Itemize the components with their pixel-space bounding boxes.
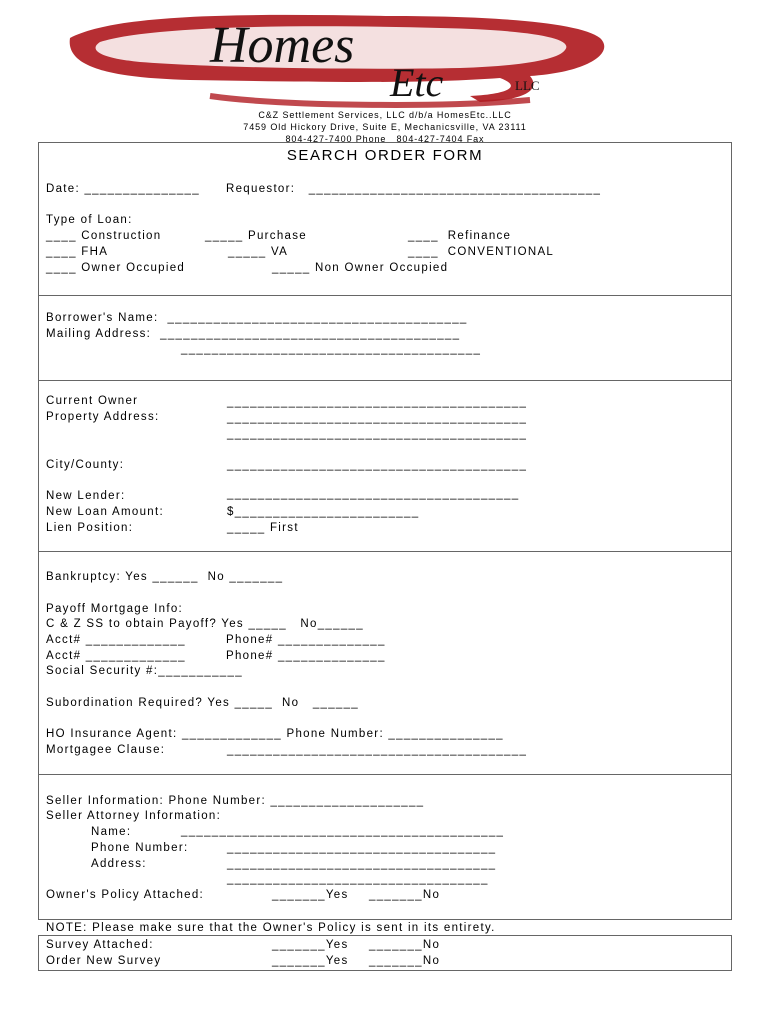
non-owner-occupied-option[interactable]: _____ Non Owner Occupied	[272, 262, 449, 274]
attorney-phone-label: Phone Number:	[91, 842, 189, 854]
new-loan-amount-line[interactable]: $________________________	[227, 506, 420, 518]
conventional-option[interactable]: ____ CONVENTIONAL	[408, 246, 555, 258]
survey-attached-label: Survey Attached:	[46, 939, 154, 951]
city-county-label: City/County:	[46, 459, 125, 471]
logo-sub-text: Etc	[390, 60, 444, 105]
mortgagee-clause-label: Mortgagee Clause:	[46, 744, 166, 756]
ho-insurance-field[interactable]: HO Insurance Agent: _____________ Phone Number: _______________	[46, 728, 504, 740]
purchase-option[interactable]: _____ Purchase	[205, 230, 307, 242]
subordination-field[interactable]: Subordination Required? Yes _____ No ______	[46, 697, 360, 709]
acct-field-2[interactable]: Acct# _____________	[46, 650, 186, 662]
requestor-field[interactable]: Requestor: ______________________________________	[226, 183, 602, 195]
city-county-line[interactable]: _______________________________________	[227, 459, 528, 471]
cz-ss-payoff-field[interactable]: C & Z SS to obtain Payoff? Yes _____ No______	[46, 618, 364, 630]
note-text: NOTE: Please make sure that the Owner's Policy is sent in its entirety.	[46, 922, 496, 934]
new-lender-label: New Lender:	[46, 490, 126, 502]
homesetc-logo	[60, 10, 620, 110]
company-line: C&Z Settlement Services, LLC d/b/a HomesEtc..LLC	[258, 110, 512, 120]
new-lender-line[interactable]: ______________________________________	[227, 488, 520, 500]
form-title: SEARCH ORDER FORM	[286, 147, 484, 164]
survey-attached-no[interactable]: _______No	[369, 939, 441, 951]
mailing-address-line-2[interactable]: _______________________________________	[181, 343, 482, 355]
mailing-address-field[interactable]: Mailing Address: _______________________________________	[46, 328, 461, 340]
order-new-survey-label: Order New Survey	[46, 955, 162, 967]
address-line: 7459 Old Hickory Drive, Suite E, Mechanicsville, VA 23111	[243, 122, 527, 132]
property-address-line-1[interactable]: _______________________________________	[227, 396, 528, 408]
property-address-line-3[interactable]: _______________________________________	[227, 428, 528, 440]
attorney-address-label: Address:	[91, 858, 147, 870]
order-new-survey-yes[interactable]: _______Yes	[272, 955, 349, 967]
logo-main-text: Homes	[210, 17, 355, 74]
phone-field-2[interactable]: Phone# ______________	[226, 650, 386, 662]
seller-attorney-label: Seller Attorney Information:	[46, 810, 222, 822]
logo-suffix-text: LLC	[515, 78, 540, 93]
date-field[interactable]: Date: _______________	[46, 183, 200, 195]
section-payoff-box	[38, 551, 732, 775]
type-of-loan-label: Type of Loan:	[46, 214, 133, 226]
bankruptcy-field[interactable]: Bankruptcy: Yes ______ No _______	[46, 571, 284, 583]
payoff-info-label: Payoff Mortgage Info:	[46, 603, 184, 615]
seller-info-field[interactable]: Seller Information: Phone Number: ____________________	[46, 795, 425, 807]
survey-attached-yes[interactable]: _______Yes	[272, 939, 349, 951]
lien-position-line[interactable]: _____ First	[227, 522, 299, 534]
va-option[interactable]: _____ VA	[228, 246, 289, 258]
attorney-address-line-1[interactable]: ___________________________________	[227, 858, 497, 870]
refinance-option[interactable]: ____ Refinance	[408, 230, 512, 242]
borrower-name-field[interactable]: Borrower's Name: _______________________________________	[46, 312, 468, 324]
phone-field-1[interactable]: Phone# ______________	[226, 634, 386, 646]
property-address-label: Property Address:	[46, 411, 160, 423]
order-new-survey-no[interactable]: _______No	[369, 955, 441, 967]
owners-policy-label: Owner's Policy Attached:	[46, 889, 205, 901]
lien-position-label: Lien Position:	[46, 522, 134, 534]
fha-option[interactable]: ____ FHA	[46, 246, 109, 258]
property-address-line-2[interactable]: _______________________________________	[227, 412, 528, 424]
attorney-name-label: Name:	[91, 826, 132, 838]
attorney-phone-line[interactable]: ___________________________________	[227, 842, 497, 854]
acct-field-1[interactable]: Acct# _____________	[46, 634, 186, 646]
social-security-field[interactable]: Social Security #:___________	[46, 665, 243, 677]
mortgagee-clause-line[interactable]: _______________________________________	[227, 744, 528, 756]
owner-occupied-option[interactable]: ____ Owner Occupied	[46, 262, 186, 274]
owners-policy-no[interactable]: _______No	[369, 889, 441, 901]
construction-option[interactable]: ____ Construction	[46, 230, 162, 242]
current-owner-label: Current Owner	[46, 395, 139, 407]
new-loan-amount-label: New Loan Amount:	[46, 506, 164, 518]
phone-line: 804-427-7400 Phone 804-427-7404 Fax	[285, 134, 485, 144]
owners-policy-yes[interactable]: _______Yes	[272, 889, 349, 901]
attorney-name-line[interactable]: __________________________________________	[181, 825, 505, 837]
attorney-address-line-2[interactable]: __________________________________	[227, 873, 489, 885]
